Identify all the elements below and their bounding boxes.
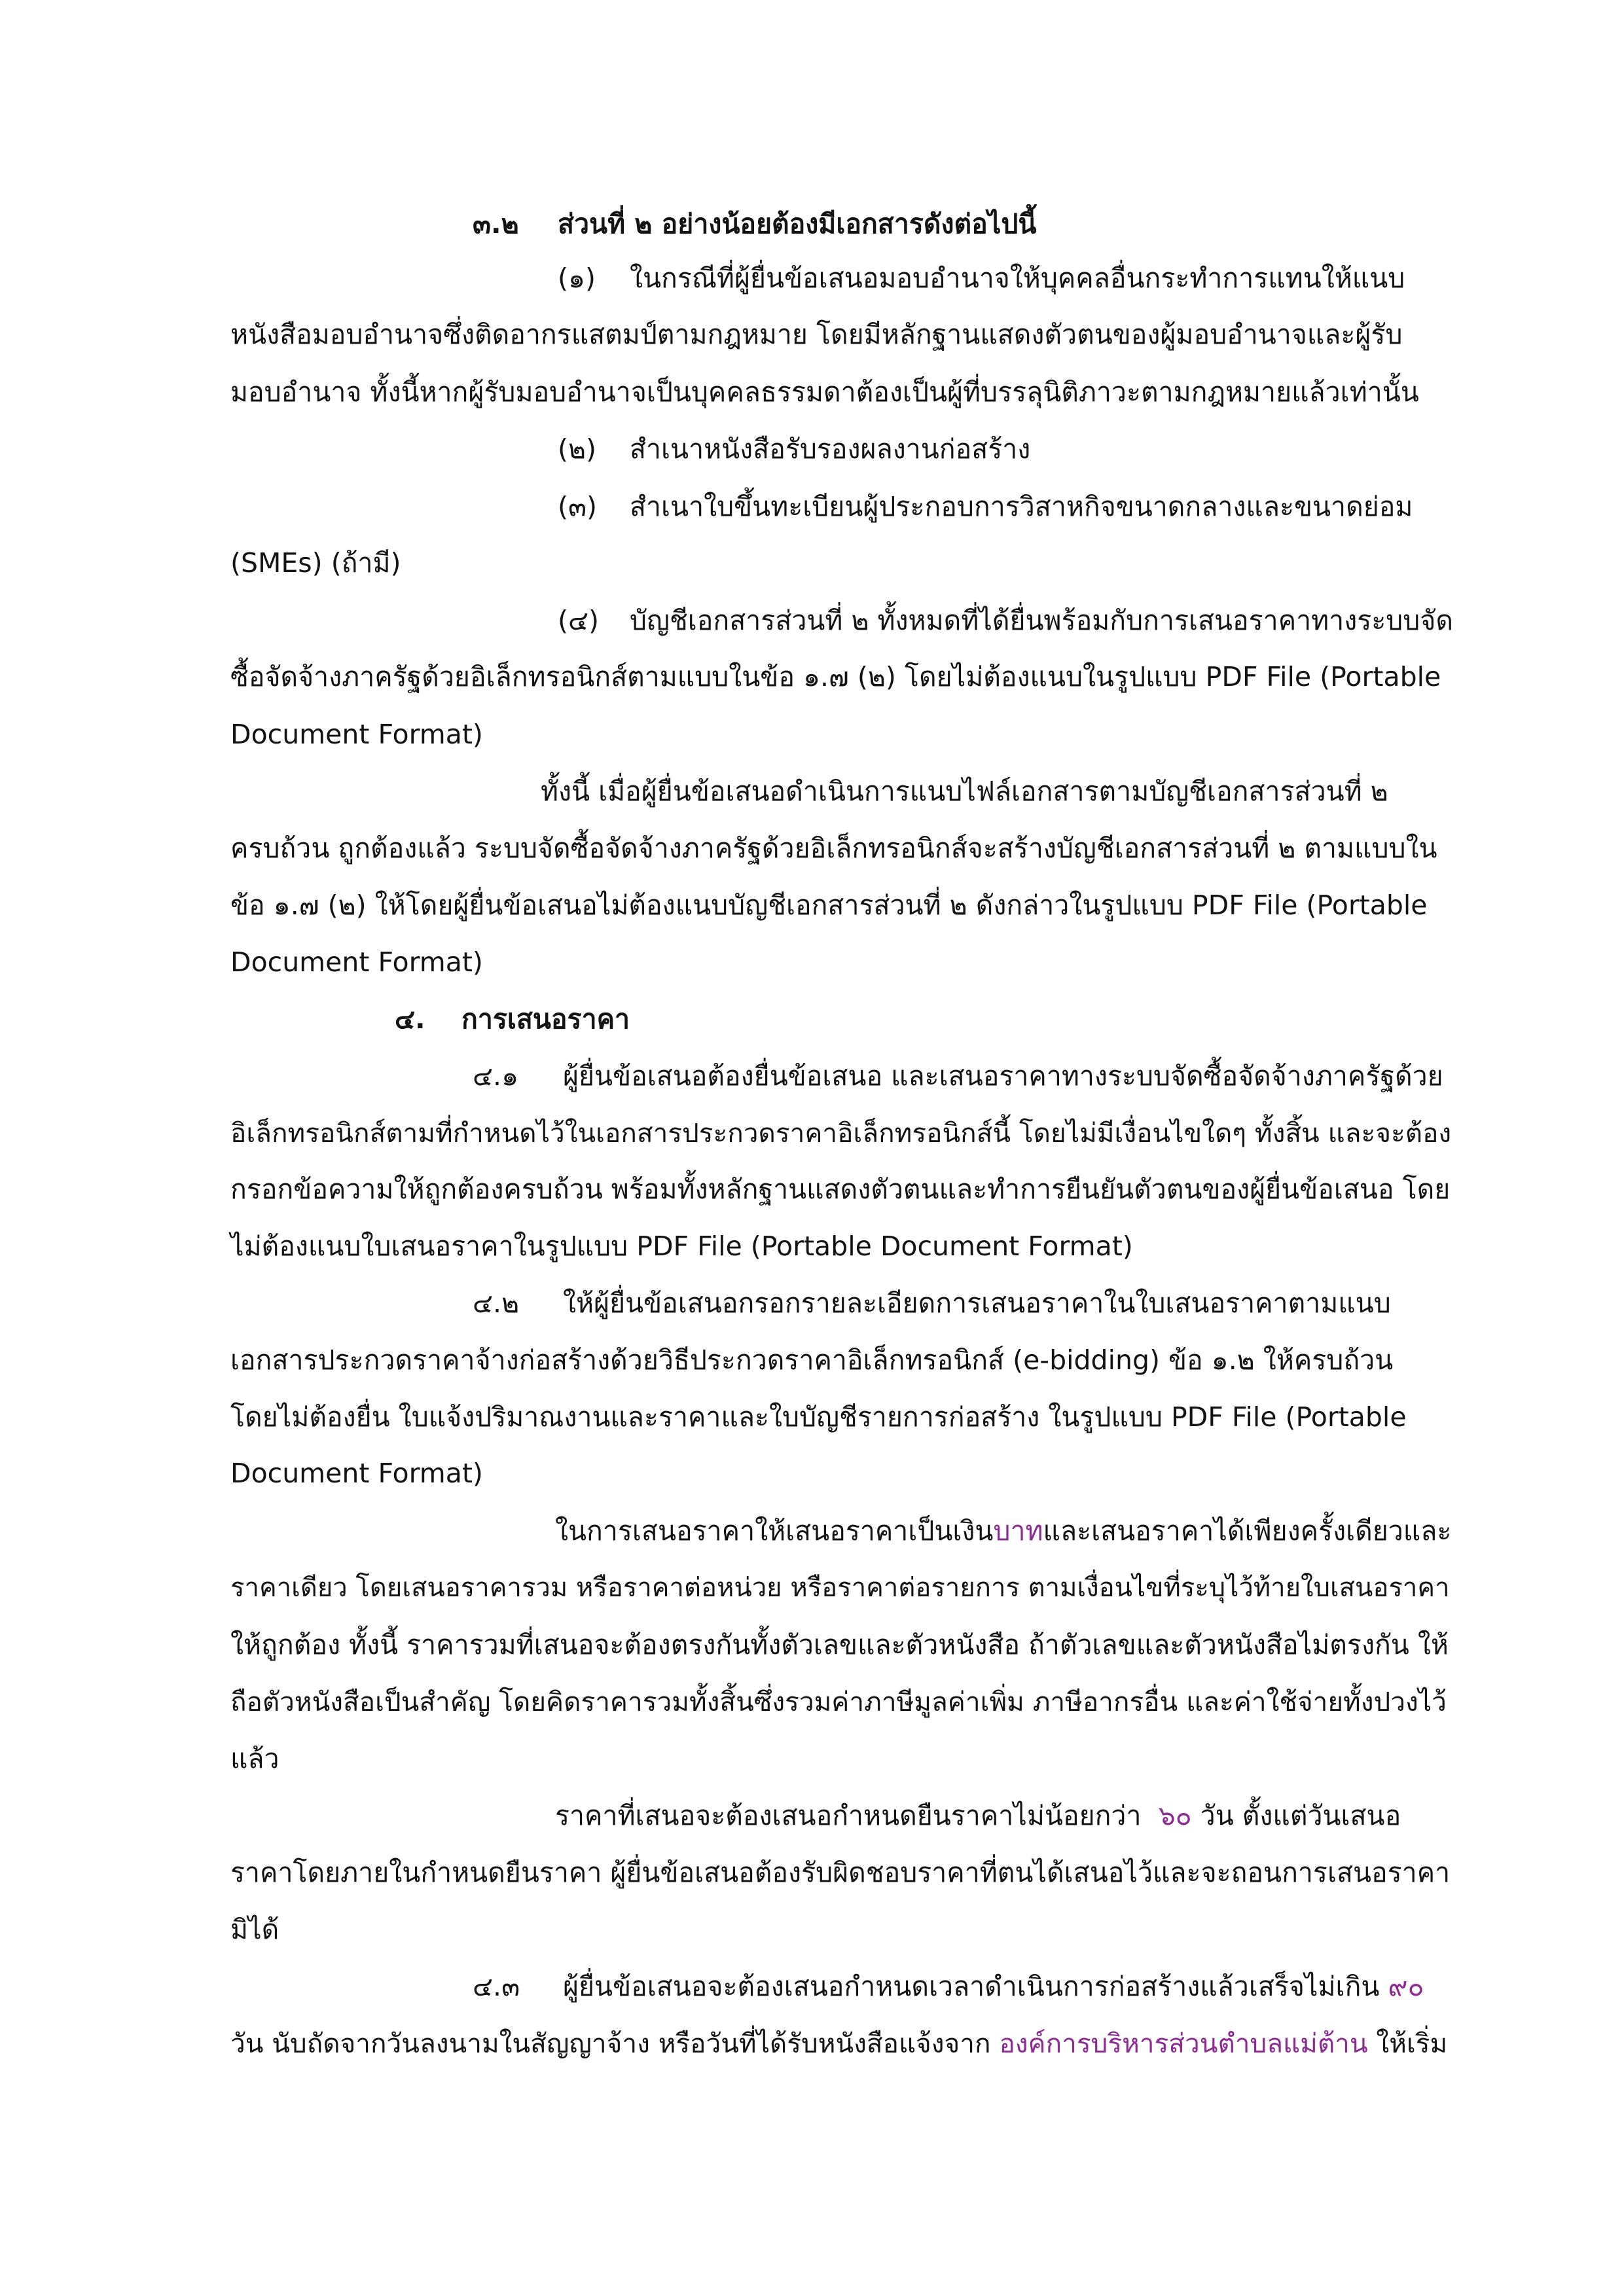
price-para-line-1	[555, 1515, 1452, 1547]
note-line-4: Document Format)	[230, 946, 483, 978]
organization-name-highlight: องค์การบริหารส่วนตำบลแม่ต้าน	[999, 2028, 1368, 2059]
item-4-3-line-2-post: ให้เริ่ม	[1376, 2028, 1448, 2059]
item-4-3-line-2-pre: วัน นับถัดจากวันลงนามในสัญญาจ้าง หรือวันที่ได้รับหนังสือแจ้งจาก	[230, 2028, 991, 2059]
item-4-line-1: บัญชีเอกสารส่วนที่ ๒ ทั้งหมดที่ได้ยื่นพร้อมกับการเสนอราคาทางระบบจัด	[630, 605, 1453, 636]
validity-para-line-2: ราคาโดยภายในกำหนดยืนราคา ผู้ยื่นข้อเสนอต้องรับผิดชอบราคาที่ตนได้เสนอไว้และจะถอนการเสนอราคา	[230, 1857, 1451, 1888]
price-para-line-5: แล้ว	[230, 1743, 280, 1774]
item-1-number: (๑)	[558, 262, 596, 294]
section-4-number: ๔.	[395, 1003, 425, 1035]
item-4-number: (๔)	[558, 605, 600, 636]
item-2-number: (๒)	[558, 433, 597, 465]
item-4-1-line-3: กรอกข้อความให้ถูกต้องครบถ้วน พร้อมทั้งหลักฐานแสดงตัวตนและทำการยืนยันตัวตนของผู้ยื่นข้อเสนอ โดย	[230, 1174, 1451, 1205]
section-4-heading: การเสนอราคา	[461, 1003, 630, 1035]
item-2-line-1: สำเนาหนังสือรับรองผลงานก่อสร้าง	[630, 433, 1031, 465]
item-4-2-line-1: ให้ผู้ยื่นข้อเสนอกรอกรายละเอียดการเสนอราคาในใบเสนอราคาตามแนบ	[563, 1287, 1391, 1319]
item-4-2-line-4: Document Format)	[230, 1458, 483, 1489]
note-line-1: ทั้งนี้ เมื่อผู้ยื่นข้อเสนอดำเนินการแนบไฟล์เอกสารตามบัญชีเอกสารส่วนที่ ๒	[541, 776, 1388, 807]
item-1-line-3: มอบอำนาจ ทั้งนี้หากผู้รับมอบอำนาจเป็นบุคคลธรรมดาต้องเป็นผู้ที่บรรลุนิติภาวะตามกฎหมายแล้วเท่านั้น	[230, 376, 1419, 408]
validity-para-line-1-post: วัน ตั้งแต่วันเสนอ	[1200, 1800, 1401, 1831]
currency-highlight: บาท	[993, 1515, 1043, 1547]
validity-para-line-1	[555, 1800, 1401, 1831]
price-para-line-2: ราคาเดียว โดยเสนอราคารวม หรือราคาต่อหน่วย หรือราคาต่อรายการ ตามเงื่อนไขที่ระบุไว้ท้ายใบเสนอราคา	[230, 1573, 1450, 1603]
validity-para-line-3: มิได้	[230, 1914, 280, 1945]
validity-para-line-1-pre: ราคาที่เสนอจะต้องเสนอกำหนดยืนราคาไม่น้อยกว่า	[555, 1800, 1142, 1831]
item-1-line-1: ในกรณีที่ผู้ยื่นข้อเสนอมอบอำนาจให้บุคคลอื่นกระทำการแทนให้แนบ	[630, 262, 1405, 294]
item-4-1-line-4: ไม่ต้องแนบใบเสนอราคาในรูปแบบ PDF File (Portable Document Format)	[230, 1230, 1133, 1262]
item-4-3-line-1-pre: ผู้ยื่นข้อเสนอจะต้องเสนอกำหนดเวลาดำเนินการก่อสร้างแล้วเสร็จไม่เกิน	[563, 1971, 1380, 2002]
item-4-1-number: ๔.๑	[473, 1060, 519, 1092]
item-4-line-2: ซื้อจัดจ้างภาครัฐด้วยอิเล็กทรอนิกส์ตามแบบในข้อ ๑.๗ (๒) โดยไม่ต้องแนบในรูปแบบ PDF File (Portable	[230, 661, 1441, 692]
validity-days-highlight: ๖๐	[1158, 1800, 1192, 1831]
note-line-3: ข้อ ๑.๗ (๒) ให้โดยผู้ยื่นข้อเสนอไม่ต้องแนบบัญชีเอกสารส่วนที่ ๒ ดังกล่าวในรูปแบบ PDF File (Portable	[230, 889, 1428, 921]
item-4-line-3: Document Format)	[230, 719, 483, 750]
item-3-line-2: (SMEs) (ถ้ามี)	[230, 547, 401, 579]
section-3-2-number: ๓.๒	[473, 208, 519, 240]
price-para-line-3: ให้ถูกต้อง ทั้งนี้ ราคารวมที่เสนอจะต้องตรงกันทั้งตัวเลขและตัวหนังสือ ถ้าตัวเลขและตัวหนังสือไม่ตรงกัน ให้	[230, 1629, 1449, 1660]
item-4-2-line-3: โดยไม่ต้องยื่น ใบแจ้งปริมาณงานและราคาและใบบัญชีรายการก่อสร้าง ในรูปแบบ PDF File (Portable	[230, 1401, 1407, 1433]
section-3-2-heading: ส่วนที่ ๒ อย่างน้อยต้องมีเอกสารดังต่อไปนี้	[558, 208, 1037, 240]
price-para-line-4: ถือตัวหนังสือเป็นสำคัญ โดยคิดราคารวมทั้งสิ้นซึ่งรวมค่าภาษีมูลค่าเพิ่ม ภาษีอากรอื่น และค่าใช้จ่ายทั้งปวงไว้	[230, 1686, 1447, 1717]
item-1-line-2: หนังสือมอบอำนาจซึ่งติดอากรแสตมป์ตามกฎหมาย โดยมีหลักฐานแสดงตัวตนของผู้มอบอำนาจและผู้รับ	[230, 319, 1403, 350]
item-4-3-line-2	[230, 2030, 1447, 2057]
item-3-line-1: สำเนาใบขึ้นทะเบียนผู้ประกอบการวิสาหกิจขนาดกลางและขนาดย่อม	[630, 491, 1413, 522]
item-4-1-line-2: อิเล็กทรอนิกส์ตามที่กำหนดไว้ในเอกสารประกวดราคาอิเล็กทรอนิกส์นี้ โดยไม่มีเงื่อนไขใดๆ ทั้งสิ้น และจะต้อง	[230, 1117, 1452, 1149]
item-4-2-number: ๔.๒	[473, 1287, 520, 1319]
item-4-1-line-1: ผู้ยื่นข้อเสนอต้องยื่นข้อเสนอ และเสนอราคาทางระบบจัดซื้อจัดจ้างภาครัฐด้วย	[563, 1060, 1443, 1092]
note-line-2: ครบถ้วน ถูกต้องแล้ว ระบบจัดซื้อจัดจ้างภาครัฐด้วยอิเล็กทรอนิกส์จะสร้างบัญชีเอกสารส่วนที่ ๒ ตามแบบใน	[230, 833, 1437, 864]
price-para-line-1-post: และเสนอราคาได้เพียงครั้งเดียวและ	[1043, 1515, 1452, 1547]
item-4-3-line-1	[563, 1973, 1424, 2000]
item-4-2-line-2: เอกสารประกวดราคาจ้างก่อสร้างด้วยวิธีประกวดราคาอิเล็กทรอนิกส์ (e-bidding) ข้อ ๑.๒ ให้ครบถ้วน	[230, 1344, 1394, 1376]
item-4-3-number: ๔.๓	[473, 1971, 520, 2002]
price-para-line-1-pre: ในการเสนอราคาให้เสนอราคาเป็นเงิน	[555, 1515, 994, 1547]
item-3-number: (๓)	[558, 491, 598, 522]
completion-days-highlight: ๙๐	[1388, 1971, 1424, 2002]
